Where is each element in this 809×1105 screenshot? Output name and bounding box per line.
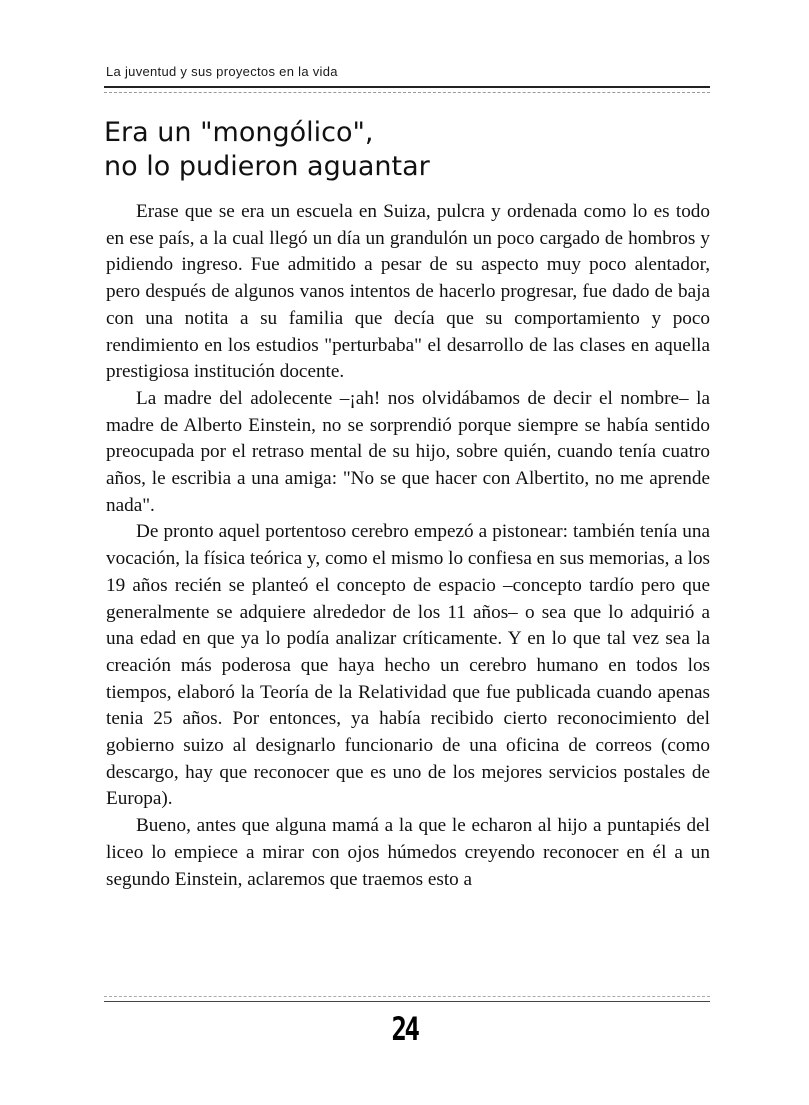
paragraph: Bueno, antes que alguna mamá a la que le echaron al hijo a puntapiés del liceo lo empiece a mirar con ojos húmedos creyendo reconocer en él a un segundo Einstein, aclaremos que traemos esto a [106,815,710,890]
paragraph: La madre del adolecente –¡ah! nos olvidábamos de decir el nombre– la madre de Alberto Einstein, no se sorprendió porque siempre se había sentido preocupada por el retraso mental de su hijo, sobre quién, cuando tenía cuatro años, le escribia a una amiga: "No se que hacer con Albertito, no me aprende nada". [106,387,710,516]
running-head: La juventud y sus proyectos en la vida [106,64,338,79]
header-rule-secondary [104,92,710,93]
body-text [106,199,710,893]
chapter-title-line-2: no lo pudieron aguantar [104,151,430,182]
footer-rule-secondary [104,996,710,997]
chapter-title-line-1: Era un "mongólico", [104,117,374,148]
paragraph: De pronto aquel portentoso cerebro empezó a pistonear: también tenía una vocación, la física teórica y, como el mismo lo confiesa en sus memorias, a los 19 años recién se planteó el concepto de espacio –concepto tardío pero que generalmente se adquiere alrededor de los 11 años– o sea que lo adquirió a una edad en que ya lo podía analizar críticamente. Y en lo que tal vez sea la creación más poderosa que haya hecho un cerebro humano en todos los tiempos, elaboró la Teoría de la Relatividad que fue publicada cuando apenas tenia 25 años. Por entonces, ya había recibido cierto reconocimiento del gobierno suizo al designarlo funcionario de una oficina de correos (como descargo, hay que reconocer que es uno de los mejores servicios postales de Europa). [106,521,710,810]
page-number: 24 [391,1010,418,1048]
paragraph: Erase que se era un escuela en Suiza, pulcra y ordenada como lo es todo en ese país, a la cual llegó un día un grandulón un poco cargado de hombros y pidiendo ingreso. Fue admitido a pesar de su aspecto muy poco alentador, pero después de algunos vanos intentos de hacerlo progresar, fue dado de baja con una notita a su familia que decía que su comportamiento y poco rendimiento en los estudios "perturbaba" el desarrollo de las clases en aquella prestigiosa institución docente. [106,201,710,383]
footer-rule [104,1001,710,1002]
header-rule [104,86,710,88]
chapter-title [104,116,704,184]
